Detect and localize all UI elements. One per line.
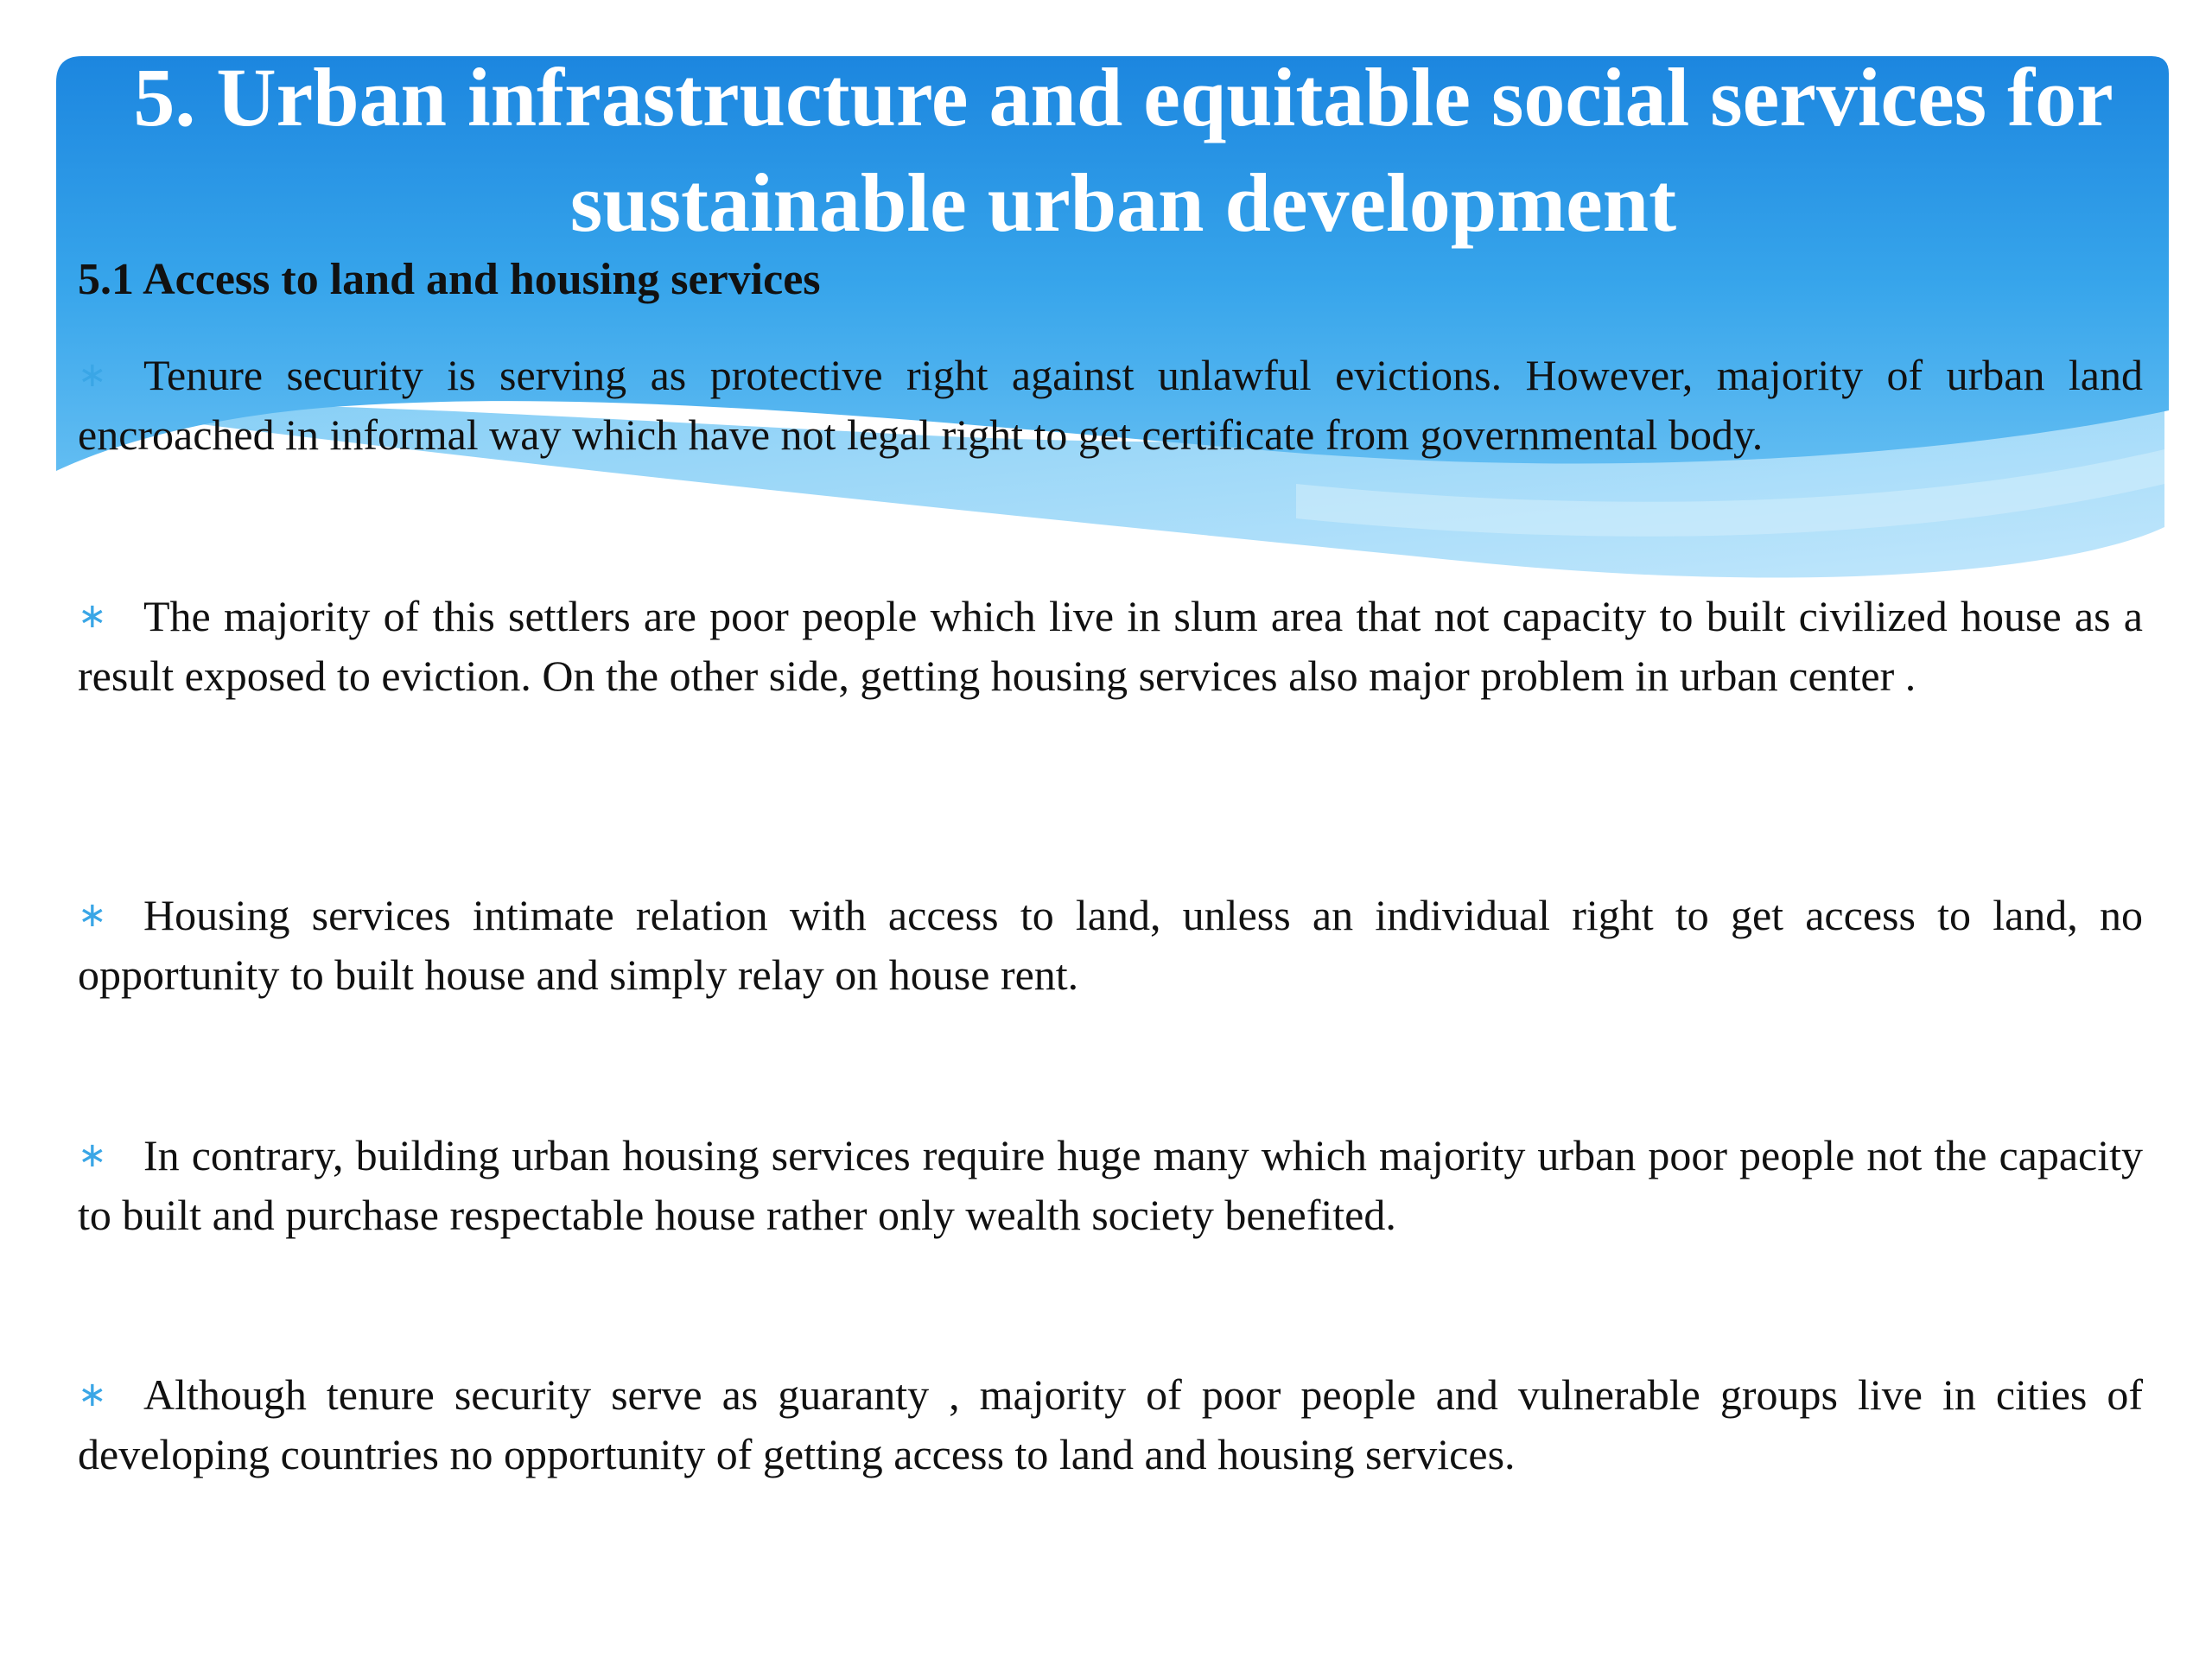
asterisk-bullet-icon: ∗ (78, 1135, 107, 1175)
bullet-item (78, 346, 2143, 465)
section-heading: 5.1 Access to land and housing services (78, 255, 821, 304)
bullet-text: In contrary, building urban housing services require huge many which majority urban poor people not the capacity to built and purchase respectable house rather only wealth society benefited. (78, 1131, 2143, 1239)
asterisk-bullet-icon: ∗ (78, 1375, 107, 1414)
bullet-text: Tenure security is serving as protective right against unlawful evictions. However, majority of urban land encroached in informal way which have not legal right to get certificate from governmental body. (78, 351, 2143, 459)
bullet-item (78, 587, 2143, 706)
bullet-text: The majority of this settlers are poor people which live in slum area that not capacity to built civilized house as a result exposed to eviction. On the other side, getting housing services also major problem in urban center . (78, 592, 2143, 700)
asterisk-bullet-icon: ∗ (78, 895, 107, 935)
bullet-text: Housing services intimate relation with access to land, unless an individual right to get access to land, no opportunity to built house and simply relay on house rent. (78, 891, 2143, 999)
slide-title: 5. Urban infrastructure and equitable social services for sustainable urban development (133, 51, 2113, 249)
asterisk-bullet-icon: ∗ (78, 355, 107, 395)
bullet-item (78, 886, 2143, 1005)
bullet-item (78, 1126, 2143, 1245)
asterisk-bullet-icon: ∗ (78, 596, 107, 636)
bullet-item (78, 1365, 2143, 1484)
bullet-text: Although tenure security serve as guaranty , majority of poor people and vulnerable groups live in cities of developing countries no opportunity of getting access to land and housing services. (78, 1370, 2143, 1478)
